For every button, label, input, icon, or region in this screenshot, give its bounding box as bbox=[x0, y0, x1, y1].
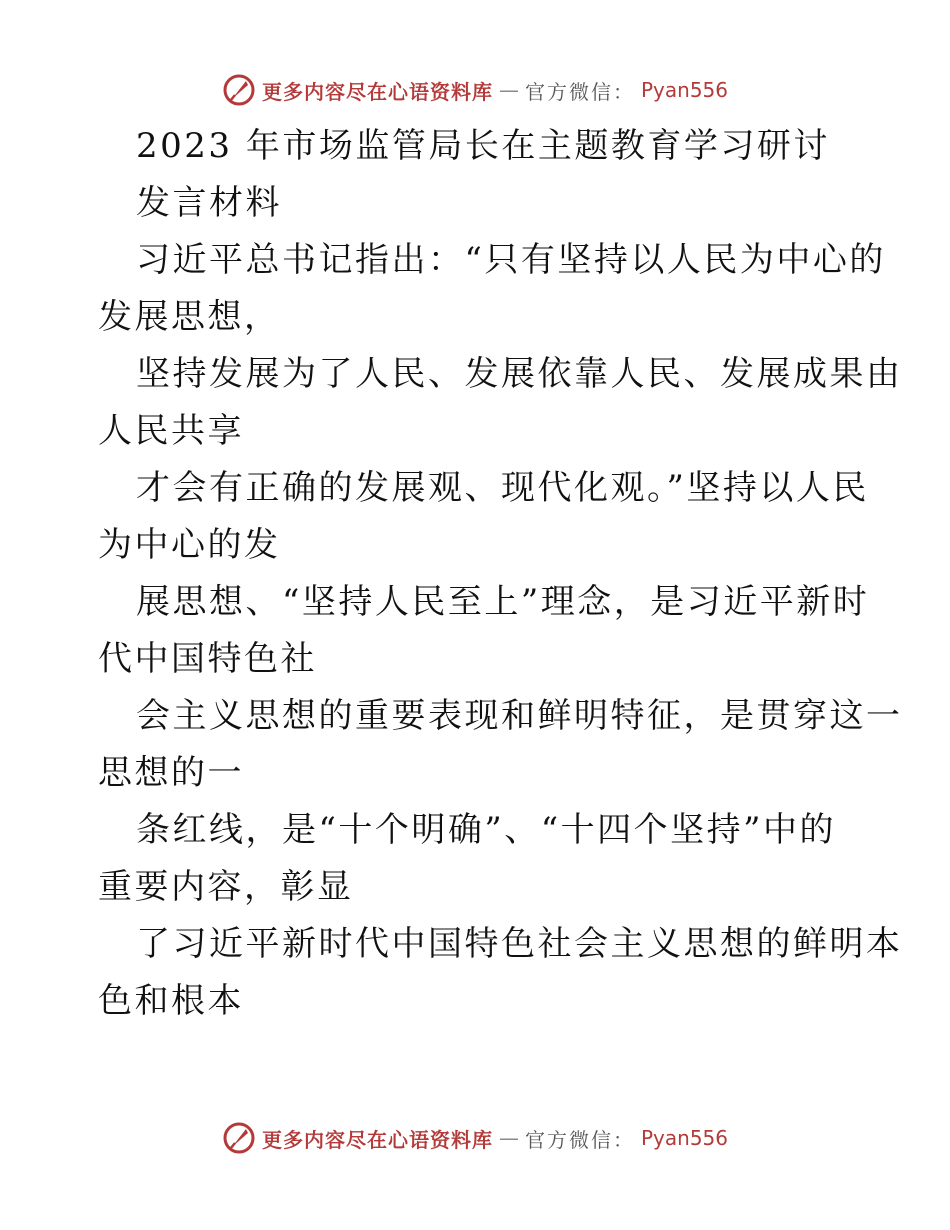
paragraph-line: 条红线，是“十个明确”、“十四个坚持”中的 bbox=[136, 810, 837, 850]
paragraph-line: 才会有正确的发展观、现代化观。”坚持以人民 bbox=[136, 468, 869, 508]
paragraph-line: 重要内容，彰显 bbox=[98, 867, 354, 907]
paragraph-line: 为中心的发 bbox=[98, 525, 281, 565]
watermark-brand-text: 更多内容尽在心语资料库 bbox=[261, 1127, 493, 1152]
paragraph-line: 人民共享 bbox=[98, 411, 244, 451]
paragraph-line: 代中国特色社 bbox=[98, 639, 317, 679]
watermark-separator: — bbox=[498, 78, 519, 102]
footer-watermark bbox=[0, 1118, 950, 1158]
paragraph-line: 习近平总书记指出：“只有坚持以人民为中心的 bbox=[136, 240, 886, 280]
paragraph-line: 色和根本 bbox=[98, 981, 244, 1021]
paragraph-line: 坚持发展为了人民、发展依靠人民、发展成果由 bbox=[136, 354, 903, 394]
paragraph-line: 会主义思想的重要表现和鲜明特征，是贯穿这一 bbox=[136, 696, 903, 736]
title-line-1: 2023 年市场监管局长在主题教育学习研讨 bbox=[136, 126, 830, 166]
paragraph-line: 展思想、“坚持人民至上”理念，是习近平新时 bbox=[136, 582, 870, 622]
title-line-2: 发言材料 bbox=[136, 183, 282, 223]
watermark-contact-id: Pyan556 bbox=[640, 78, 728, 102]
watermark-contact-label: 官方微信： bbox=[524, 79, 635, 104]
watermark-contact-id: Pyan556 bbox=[640, 1126, 728, 1150]
paragraph-line: 思想的一 bbox=[98, 753, 244, 793]
watermark-separator: — bbox=[498, 1126, 519, 1150]
paragraph-line: 了习近平新时代中国特色社会主义思想的鲜明本 bbox=[136, 924, 903, 964]
quill-logo-icon bbox=[222, 1121, 256, 1155]
quill-logo-icon bbox=[222, 73, 256, 107]
paragraph-line: 发展思想， bbox=[98, 297, 281, 337]
document-body bbox=[98, 118, 903, 1030]
watermark-brand-text: 更多内容尽在心语资料库 bbox=[261, 79, 493, 104]
header-watermark bbox=[0, 70, 950, 110]
watermark-contact-label: 官方微信： bbox=[524, 1127, 635, 1152]
